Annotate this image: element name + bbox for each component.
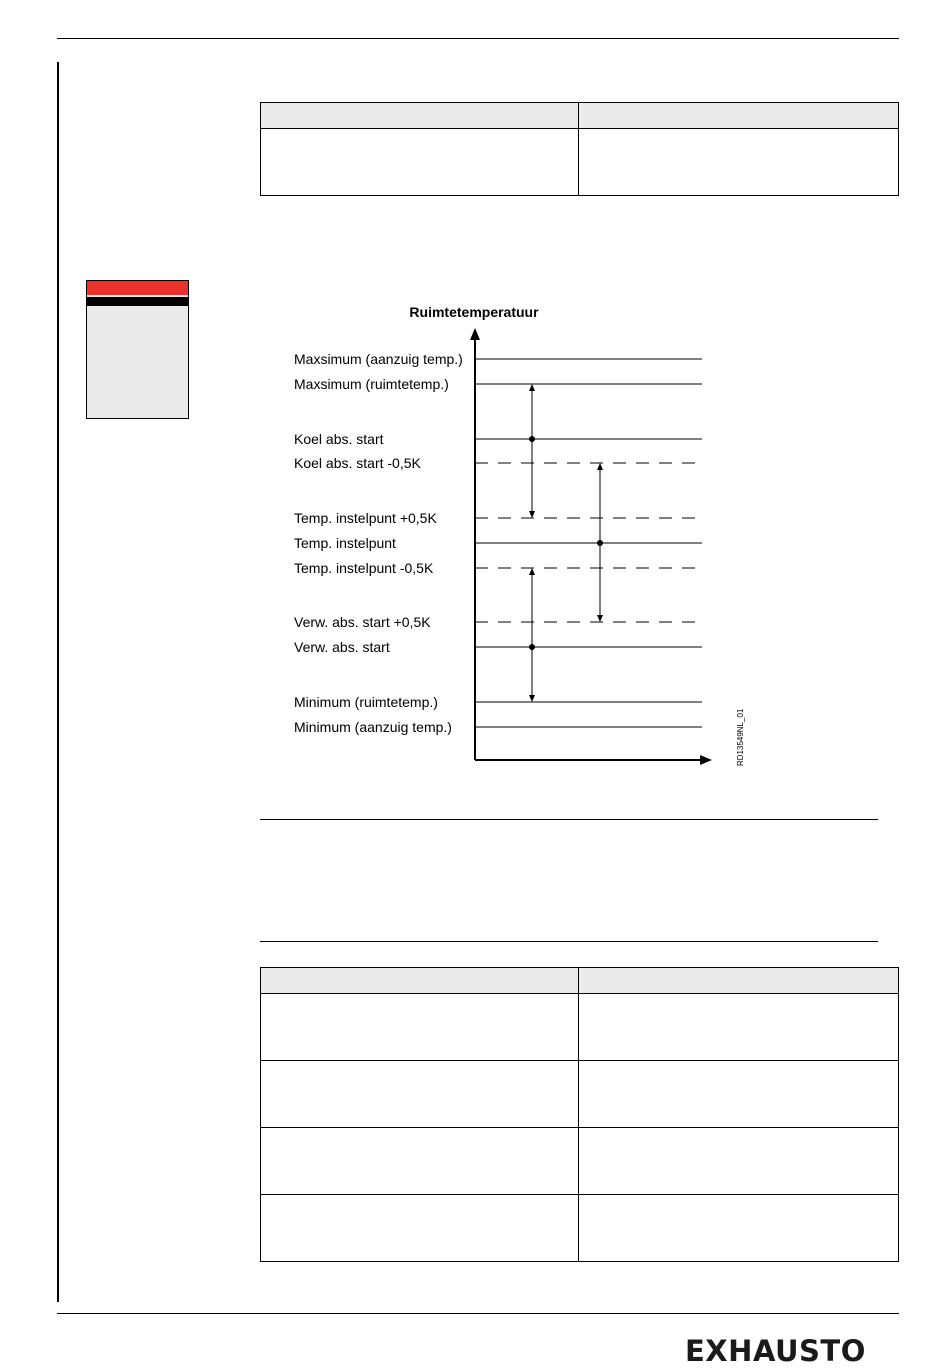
table-header-row xyxy=(261,968,899,994)
table-cell xyxy=(579,1195,899,1262)
heating-range-arrow xyxy=(529,568,535,702)
section-rule-1 xyxy=(260,819,878,820)
label-max-supply: Maxsimum (aanzuig temp.) xyxy=(294,351,463,367)
table-cell xyxy=(579,1061,899,1128)
exhausto-logo: EXHAUSTO xyxy=(685,1334,866,1368)
label-setpoint-plus: Temp. instelpunt +0,5K xyxy=(294,510,437,526)
table-header-cell xyxy=(579,968,899,994)
label-min-supply: Minimum (aanzuig temp.) xyxy=(294,719,452,735)
footer-rule xyxy=(57,1313,899,1314)
neutral-range-arrow xyxy=(597,463,603,622)
table-cell xyxy=(579,1128,899,1195)
table-header-cell xyxy=(261,968,579,994)
table-cell xyxy=(261,994,579,1061)
label-cool-start-minus: Koel abs. start -0,5K xyxy=(294,455,421,471)
label-min-room: Minimum (ruimtetemp.) xyxy=(294,694,438,710)
bottom-table xyxy=(260,967,899,1262)
label-max-room: Maxsimum (ruimtetemp.) xyxy=(294,376,449,392)
cooling-range-arrow xyxy=(529,384,535,518)
section-rule-2 xyxy=(260,941,878,942)
table-cell xyxy=(261,1061,579,1128)
diagram-axis-title: Ruimtetemperatuur xyxy=(409,304,539,320)
diagram-reference-code: RD13549NL_01 xyxy=(736,708,745,766)
table-row xyxy=(261,994,899,1061)
label-setpoint: Temp. instelpunt xyxy=(294,535,396,551)
label-heat-start-plus: Verw. abs. start +0,5K xyxy=(294,614,431,630)
label-setpoint-minus: Temp. instelpunt -0,5K xyxy=(294,560,434,576)
table-row xyxy=(261,1061,899,1128)
table-cell xyxy=(579,994,899,1061)
table-row xyxy=(261,1128,899,1195)
table-row xyxy=(261,1195,899,1262)
label-cool-start: Koel abs. start xyxy=(294,431,384,447)
y-axis-arrowhead xyxy=(470,328,480,340)
table-cell xyxy=(261,1195,579,1262)
table-cell xyxy=(261,1128,579,1195)
x-axis-arrowhead xyxy=(700,755,712,765)
label-heat-start: Verw. abs. start xyxy=(294,639,390,655)
